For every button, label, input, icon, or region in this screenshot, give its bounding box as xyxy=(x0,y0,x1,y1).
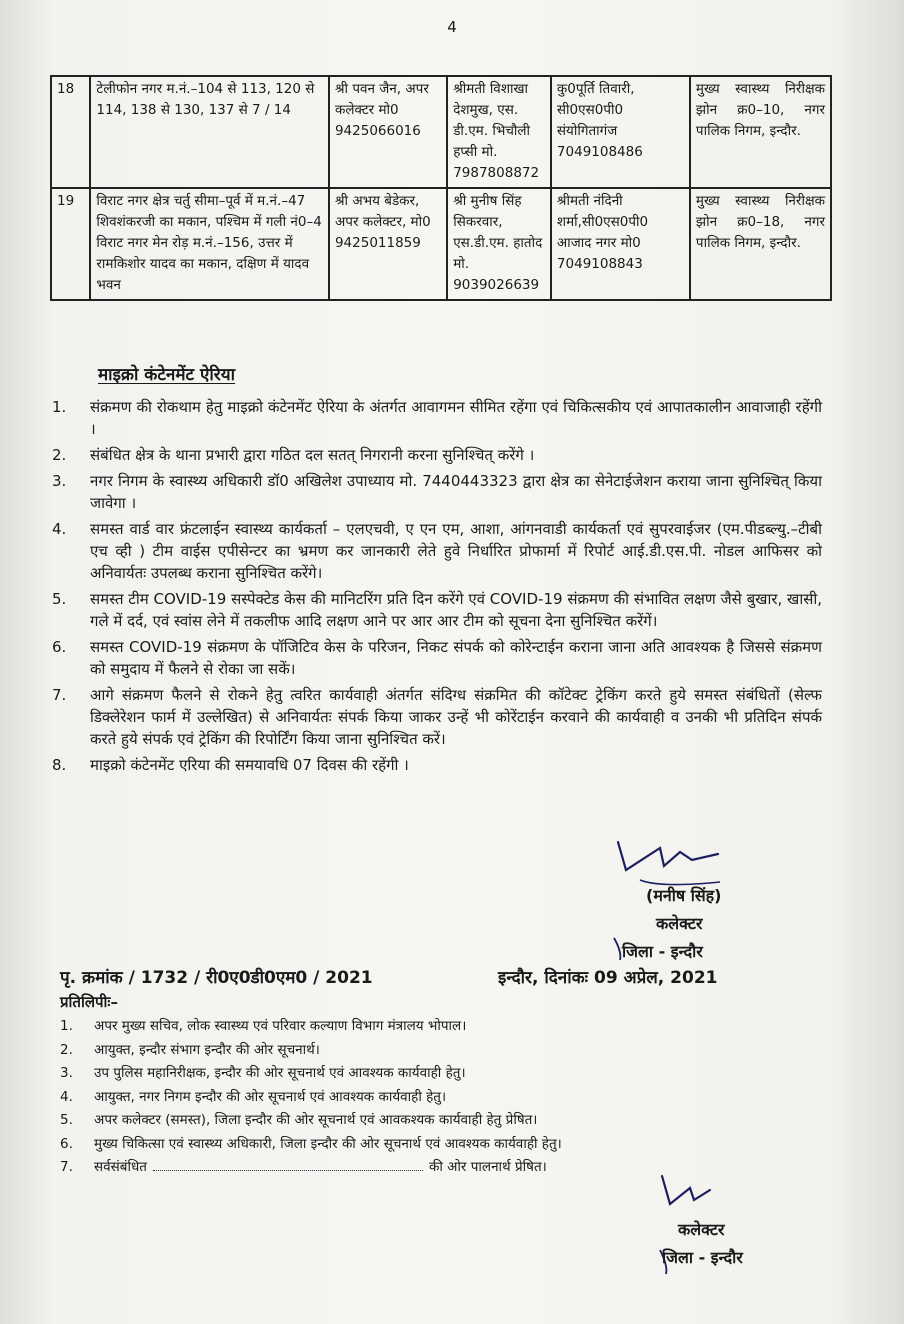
item-number: 3. xyxy=(52,472,67,490)
item-text: अपर मुख्य सचिव, लोक स्वास्थ्य एवं परिवार कल्याण विभाग मंत्रालय भोपाल। xyxy=(94,1018,467,1034)
officer-cell: श्रीमती नंदिनी शर्मा,सी0एस0पी0 आजाद नगर मो0 7049108843 xyxy=(551,188,690,300)
item-text: संक्रमण की रोकथाम हेतु माइक्रो कंटेनमेंट ऐरिया के अंतर्गत आवागमन सीमित रहेंगा एवं चिकित्सकीय एवं आपातकालीन आवाजाही रहेंगी । xyxy=(90,398,822,438)
item-number: 5. xyxy=(60,1112,73,1128)
collector-signature-block-2 xyxy=(640,1170,840,1280)
reference-date: इन्दौर, दिनांकः 09 अप्रेल, 2021 xyxy=(498,968,718,988)
item-number: 8. xyxy=(52,756,67,774)
instructions-list xyxy=(52,396,822,780)
row-number: 19 xyxy=(51,188,90,300)
signatory-name: (मनीष सिंह) xyxy=(646,886,722,905)
item-number: 7. xyxy=(60,1159,73,1175)
officer-cell: मुख्य स्वास्थ्य निरीक्षक झोन क्र0–10, नगर पालिक निगम, इन्दौर. xyxy=(690,76,831,188)
item-text xyxy=(94,1156,547,1180)
item-number: 3. xyxy=(60,1065,73,1081)
list-item xyxy=(52,396,822,440)
officer-cell: श्री पवन जैन, अपर कलेक्टर मो0 9425066016 xyxy=(329,76,447,188)
table-row xyxy=(51,76,831,188)
item-text: आयुक्त, नगर निगम इन्दौर की ओर सूचनार्थ एवं आवश्यक कार्यवाही हेतु। xyxy=(94,1088,447,1105)
officer-cell: कु0पूर्ति तिवारी, सी0एस0पी0 संयोगितागंज 7049108486 xyxy=(551,76,690,188)
item-text: आगे संक्रमण फैलने से रोकने हेतु त्वरित कार्यवाही अंतर्गत संदिग्ध संक्रमित की कॉटेक्ट ट्रेकिंग करते हुये समस्त संबंधितों (सेल्फ डिक्लेरेशन फार्म में उल्लेखित) से अनिवार्यतः संपर्क किया जाकर उन्हें भी कोरेंटाईन करवाने की कार्यवाही व उनकी भी प्रतिदिन संपर्क करते हुये संपर्क एवं ट्रेकिंग की रिपोर्टिंग किया जाना सुनिश्चित करें। xyxy=(90,686,822,748)
signatory-designation: कलेक्टर xyxy=(656,914,703,933)
page-number: 4 xyxy=(447,18,457,36)
row-number: 18 xyxy=(51,76,90,188)
officer-cell: श्री अभय बेडेकर, अपर कलेक्टर, मो0 9425011859 xyxy=(329,188,447,300)
signatory-district: जिला - इन्दौर xyxy=(662,1248,743,1267)
officer-cell: श्रीमती विशाखा देशमुख, एस. डी.एम. भिचौली हप्सी मो. 7987808872 xyxy=(447,76,551,188)
list-item xyxy=(60,1015,760,1039)
item-text: माइक्रो कंटेनमेंट एरिया की समयावधि 07 दिवस की रहेंगी । xyxy=(90,756,409,774)
area-description: टेलीफोन नगर म.नं.–104 से 113, 120 से 114, 138 से 130, 137 से 7 / 14 xyxy=(90,76,329,188)
area-description: विराट नगर क्षेत्र चर्तु सीमा–पूर्व में म.नं.–47 शिवशंकरजी का मकान, पश्चिम में गली नं0–4 विराट नगर मेन रोड़ म.नं.–156, उत्तर में रामकिशोर यादव का मकान, दक्षिण में यादव भवन xyxy=(90,188,329,300)
list-item xyxy=(52,470,822,514)
list-item xyxy=(52,636,822,680)
list-item xyxy=(52,444,822,466)
item-number: 4. xyxy=(60,1088,73,1105)
table-row xyxy=(51,188,831,300)
officer-cell: मुख्य स्वास्थ्य निरीक्षक झोन क्र0–18, नगर पालिक निगम, इन्दौर. xyxy=(690,188,831,300)
location-table xyxy=(50,75,832,301)
blank-fill-line xyxy=(153,1158,423,1171)
copy-list xyxy=(60,1015,760,1180)
reference-number: पृ. क्रमांक / 1732 / री0ए0डी0एम0 / 2021 xyxy=(60,968,373,988)
item-number: 5. xyxy=(52,590,67,608)
section-heading: माइक्रो कंटेनमेंट ऐरिया xyxy=(98,365,236,385)
item-number: 7. xyxy=(52,686,67,704)
copy-to-heading: प्रतिलिपीः– xyxy=(60,993,118,1011)
item-number: 2. xyxy=(60,1041,73,1058)
item-text: उप पुलिस महानिरीक्षक, इन्दौर की ओर सूचनार्थ एवं आवश्यक कार्यवाही हेतु। xyxy=(94,1065,466,1081)
item-text: समस्त वार्ड वार फ्रंटलाईन स्वास्थ्य कार्यकर्ता – एलएचवी, ए एन एम, आशा, आंगनवाडी कार्यकर्ता एवं सुपरवाईजर (एम.पीडब्ल्यु.–टीबी एच व्ही ) टीम वाईस एपीसेन्टर का भ्रमण कर जानकारी लेते हुवे निर्धारित प्रोफार्मा में रिपोर्ट आई.डी.एस.पी. नोडल आफिसर को अनिवार्यतः उपलब्ध कराना सुनिश्चित करेंगे। xyxy=(90,520,822,582)
item-text: नगर निगम के स्वास्थ्य अधिकारी डॉ0 अखिलेश उपाध्याय मो. 7440443323 द्वारा क्षेत्र का सेनेटाईजेशन कराया जाना सुनिश्चित् किया जावेगा । xyxy=(90,472,822,512)
copy-suffix: की ओर पालनार्थ प्रेषित। xyxy=(428,1159,547,1175)
list-item xyxy=(52,684,822,750)
list-item xyxy=(60,1133,760,1157)
list-item xyxy=(52,754,822,776)
list-item xyxy=(52,518,822,584)
item-number: 2. xyxy=(52,446,67,464)
copy-prefix: सर्वसंबंधित xyxy=(94,1159,147,1175)
item-number: 4. xyxy=(52,520,67,538)
list-item xyxy=(60,1039,760,1063)
item-number: 6. xyxy=(52,638,67,656)
item-text: अपर कलेक्टर (समस्त), जिला इन्दौर की ओर सूचनार्थ एवं आवकश्यक कार्यवाही हेतु प्रेषित। xyxy=(94,1112,538,1128)
officer-cell: श्री मुनीष सिंह सिकरवार, एस.डी.एम. हातोद मो. 9039026639 xyxy=(447,188,551,300)
item-text: संबंधित क्षेत्र के थाना प्रभारी द्वारा गठित दल सतत् निगरानी करना सुनिश्चित् करेंगे । xyxy=(90,446,535,464)
item-text: समस्त COVID-19 संक्रमण के पॉजिटिव केस के परिजन, निकट संपर्क को कोरेन्टाईन कराना जाना अति आवश्यक है जिससे संक्रमण को समुदाय में फैलने से रोका जा सकें। xyxy=(90,638,822,678)
list-item xyxy=(60,1109,760,1133)
list-item xyxy=(60,1062,760,1086)
item-text: मुख्य चिकित्सा एवं स्वास्थ्य अधिकारी, जिला इन्दौर की ओर सूचनार्थ एवं आवश्यक कार्यवाही हेतु। xyxy=(94,1135,562,1152)
signatory-district: जिला - इन्दौर xyxy=(622,942,703,961)
item-number: 6. xyxy=(60,1135,73,1152)
item-number: 1. xyxy=(60,1018,73,1034)
item-text: समस्त टीम COVID-19 सस्पेक्टेड केस की मानिटरिंग प्रति दिन करेंगे एवं COVID-19 संक्रमण की संभावित लक्षण जैसे बुखार, खासी, गले में दर्द, एवं स्वांस लेने में तकलीफ आदि लक्षण आने पर आर आर टीम को सूचना देना सुनिश्चित करेंगें। xyxy=(90,590,822,630)
item-text: आयुक्त, इन्दौर संभाग इन्दौर की ओर सूचनार्थ। xyxy=(94,1041,320,1058)
list-item xyxy=(60,1086,760,1110)
signatory-designation: कलेक्टर xyxy=(678,1220,725,1239)
item-number: 1. xyxy=(52,398,67,416)
list-item xyxy=(52,588,822,632)
